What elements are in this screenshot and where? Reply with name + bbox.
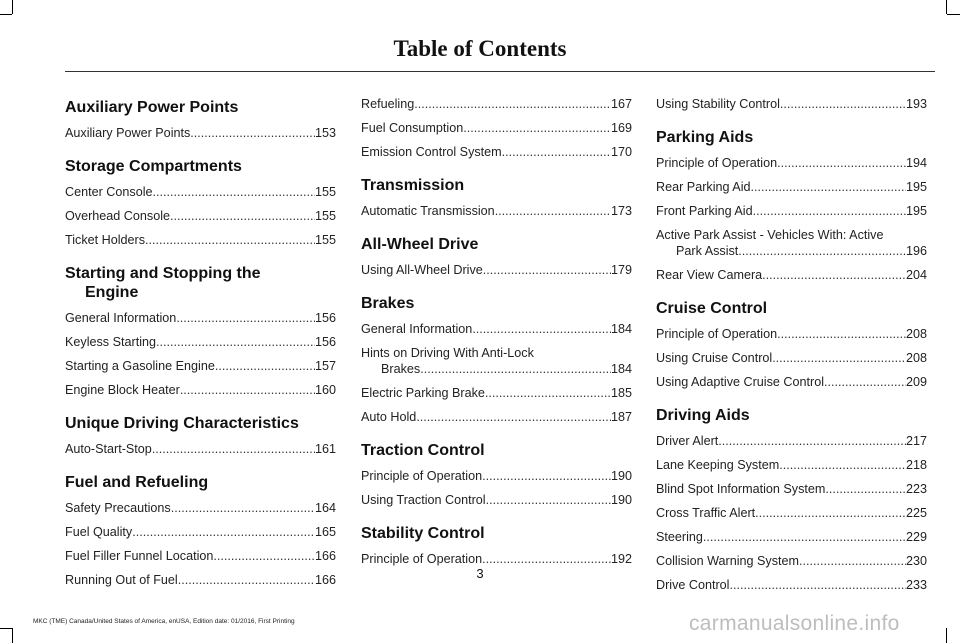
page-number: 3 <box>476 566 484 581</box>
entry-page: 173 <box>610 204 632 218</box>
entry-page: 185 <box>610 386 632 400</box>
entry-page: 208 <box>905 351 927 365</box>
entry-title-continuation: Park Assist <box>676 244 739 258</box>
crop-mark <box>12 628 13 643</box>
toc-entry[interactable] <box>65 208 336 224</box>
toc-entry[interactable] <box>361 345 632 377</box>
toc-entry[interactable] <box>65 500 336 516</box>
dot-leader <box>416 409 611 425</box>
header-divider <box>65 71 935 72</box>
section-title: Auxiliary Power Points <box>65 99 239 116</box>
toc-entry[interactable] <box>361 120 632 136</box>
entry-title: Using Cruise Control <box>656 351 773 365</box>
entry-page: 169 <box>610 121 632 135</box>
toc-entry[interactable] <box>361 409 632 425</box>
crop-mark <box>0 14 12 15</box>
entry-title: Auto-Start-Stop <box>65 442 152 456</box>
entry-page: 217 <box>905 434 927 448</box>
toc-entry[interactable] <box>361 492 632 508</box>
toc-entry[interactable] <box>656 481 927 497</box>
entry-page: 167 <box>610 97 632 111</box>
dot-leader <box>486 492 611 508</box>
entry-page: 165 <box>314 525 336 539</box>
entry-page: 208 <box>905 327 927 341</box>
dot-leader <box>132 524 315 540</box>
toc-entry[interactable] <box>361 385 632 401</box>
entry-title: Auto Hold <box>361 410 417 424</box>
dot-leader <box>472 321 611 337</box>
section-title: Transmission <box>361 177 465 194</box>
dot-leader <box>482 551 611 567</box>
entry-page: 194 <box>905 156 927 170</box>
toc-entry[interactable] <box>65 524 336 540</box>
dot-leader <box>483 262 611 278</box>
toc-entry[interactable] <box>65 125 336 141</box>
dot-leader <box>738 243 906 259</box>
dot-leader <box>495 203 611 219</box>
entry-title: Lane Keeping System <box>656 458 780 472</box>
dot-leader <box>482 468 611 484</box>
entry-title: Collision Warning System <box>656 554 800 568</box>
entry-page: 166 <box>314 573 336 587</box>
watermark: carmanualsonline.info <box>689 612 900 635</box>
toc-entry[interactable] <box>656 529 927 545</box>
entry-page: 155 <box>314 209 336 223</box>
entry-continuation-line <box>656 243 927 259</box>
entry-page: 225 <box>905 506 927 520</box>
toc-entry[interactable] <box>65 184 336 200</box>
section-title: Parking Aids <box>656 129 754 146</box>
dot-leader <box>825 481 906 497</box>
entry-page: 192 <box>610 552 632 566</box>
entry-page: 184 <box>610 362 632 376</box>
dot-leader <box>780 96 906 112</box>
entry-title: Starting a Gasoline Engine <box>65 359 215 373</box>
dot-leader <box>414 96 611 112</box>
entry-title: Fuel Filler Funnel Location <box>65 549 214 563</box>
entry-title: Electric Parking Brake <box>361 386 485 400</box>
toc-entry[interactable] <box>65 310 336 326</box>
entry-title: Rear Parking Aid <box>656 180 751 194</box>
entry-page: 230 <box>905 554 927 568</box>
entry-title: Auxiliary Power Points <box>65 126 191 140</box>
dot-leader <box>171 500 315 516</box>
entry-title: Overhead Console <box>65 209 171 223</box>
toc-entry[interactable] <box>361 96 632 112</box>
entry-title: Using Stability Control <box>656 97 780 111</box>
section-title: Storage Compartments <box>65 158 242 175</box>
dot-leader <box>463 120 611 136</box>
dot-leader <box>190 125 315 141</box>
section-title: Traction Control <box>361 442 485 459</box>
entry-page: 164 <box>314 501 336 515</box>
dot-leader <box>180 382 315 398</box>
entry-page: 196 <box>905 244 927 258</box>
entry-title: General Information <box>65 311 177 325</box>
entry-title: Engine Block Heater <box>65 383 180 397</box>
entry-title: General Information <box>361 322 473 336</box>
entry-page: 155 <box>314 233 336 247</box>
entry-title: Rear View Camera <box>656 268 763 282</box>
entry-title: Automatic Transmission <box>361 204 495 218</box>
dot-leader <box>153 184 315 200</box>
entry-page: 204 <box>905 268 927 282</box>
entry-title: Principle of Operation <box>361 552 483 566</box>
section-title: Unique Driving Characteristics <box>65 415 299 432</box>
entry-page: 184 <box>610 322 632 336</box>
entry-title: Driver Alert <box>656 434 719 448</box>
dot-leader <box>824 374 906 390</box>
dot-leader <box>420 361 611 377</box>
toc-entry[interactable] <box>656 227 927 259</box>
toc-entry[interactable] <box>361 468 632 484</box>
entry-continuation-line <box>361 361 632 377</box>
dot-leader <box>779 457 906 473</box>
entry-page: 209 <box>905 375 927 389</box>
crop-mark <box>947 14 960 15</box>
dot-leader <box>718 433 906 449</box>
entry-title: Using Adaptive Cruise Control <box>656 375 824 389</box>
dot-leader <box>215 358 315 374</box>
entry-page: 179 <box>610 263 632 277</box>
entry-page: 157 <box>314 359 336 373</box>
entry-page: 195 <box>905 204 927 218</box>
entry-page: 160 <box>314 383 336 397</box>
dot-leader <box>170 208 315 224</box>
toc-entry[interactable] <box>656 505 927 521</box>
entry-title: Hints on Driving With Anti-Lock <box>361 346 534 360</box>
entry-page: 170 <box>610 145 632 159</box>
toc-entry[interactable] <box>65 232 336 248</box>
entry-title-continuation: Brakes <box>381 362 421 376</box>
toc-entry[interactable] <box>656 350 927 366</box>
toc-entry[interactable] <box>656 267 927 283</box>
toc-entry[interactable] <box>656 179 927 195</box>
toc-entry[interactable] <box>65 334 336 350</box>
toc-entry[interactable] <box>656 326 927 342</box>
entry-page: 156 <box>314 335 336 349</box>
section-title: Brakes <box>361 295 415 312</box>
entry-title: Refueling <box>361 97 415 111</box>
dot-leader <box>777 326 906 342</box>
entry-title: Blind Spot Information System <box>656 482 826 496</box>
entry-title: Principle of Operation <box>656 327 778 341</box>
dot-leader <box>762 267 906 283</box>
entry-page: 187 <box>610 410 632 424</box>
entry-title: Cross Traffic Alert <box>656 506 756 520</box>
dot-leader <box>755 505 906 521</box>
entry-title: Using Traction Control <box>361 493 486 507</box>
entry-page: 193 <box>905 97 927 111</box>
entry-title: Principle of Operation <box>361 469 483 483</box>
entry-title: Steering <box>656 530 703 544</box>
toc-column-2 <box>361 90 632 575</box>
entry-page: 233 <box>905 578 927 592</box>
entry-title: Principle of Operation <box>656 156 778 170</box>
toc-entry[interactable] <box>65 358 336 374</box>
section-title <box>65 264 336 302</box>
entry-title: Active Park Assist - Vehicles With: Active <box>656 228 884 242</box>
entry-page: 161 <box>314 442 336 456</box>
dot-leader <box>152 441 315 457</box>
toc-entry[interactable] <box>65 382 336 398</box>
toc-entry[interactable] <box>361 203 632 219</box>
entry-title: Front Parking Aid <box>656 204 753 218</box>
dot-leader <box>176 310 315 326</box>
section-title: Cruise Control <box>656 300 768 317</box>
toc-entry[interactable] <box>361 144 632 160</box>
toc-entry[interactable] <box>656 457 927 473</box>
toc-column-1 <box>65 90 336 596</box>
footer-edition-text: MKC (TME) Canada/United States of America, enUSA, Edition date: 01/2016, First Printing <box>33 618 295 625</box>
toc-entry[interactable] <box>656 203 927 219</box>
toc-entry[interactable] <box>65 441 336 457</box>
entry-title: Drive Control <box>656 578 730 592</box>
entry-page: 190 <box>610 493 632 507</box>
toc-entry[interactable] <box>656 433 927 449</box>
entry-title: Using All-Wheel Drive <box>361 263 483 277</box>
entry-title: Ticket Holders <box>65 233 146 247</box>
dot-leader <box>772 350 906 366</box>
crop-mark <box>946 628 947 643</box>
entry-title: Emission Control System <box>361 145 502 159</box>
dot-leader <box>502 144 611 160</box>
dot-leader <box>156 334 315 350</box>
crop-mark <box>12 0 13 14</box>
entry-title: Running Out of Fuel <box>65 573 178 587</box>
section-title: Stability Control <box>361 525 485 542</box>
entry-title: Fuel Consumption <box>361 121 464 135</box>
entry-page: 195 <box>905 180 927 194</box>
dot-leader <box>753 203 906 219</box>
entry-title: Safety Precautions <box>65 501 171 515</box>
dot-leader <box>485 385 611 401</box>
toc-entry[interactable] <box>361 262 632 278</box>
entry-page: 229 <box>905 530 927 544</box>
section-title: All-Wheel Drive <box>361 236 479 253</box>
section-title: Fuel and Refueling <box>65 474 209 491</box>
entry-title: Center Console <box>65 185 153 199</box>
toc-entry[interactable] <box>361 321 632 337</box>
dot-leader <box>703 529 906 545</box>
entry-page: 190 <box>610 469 632 483</box>
toc-entry[interactable] <box>656 374 927 390</box>
toc-entry[interactable] <box>656 96 927 112</box>
entry-page: 156 <box>314 311 336 325</box>
toc-entry[interactable] <box>361 551 632 567</box>
crop-mark <box>946 0 947 14</box>
dot-leader <box>751 179 906 195</box>
entry-title: Keyless Starting <box>65 335 156 349</box>
entry-page: 155 <box>314 185 336 199</box>
entry-page: 218 <box>905 458 927 472</box>
dot-leader <box>213 548 315 564</box>
toc-entry[interactable] <box>65 548 336 564</box>
entry-page: 166 <box>314 549 336 563</box>
section-title: Driving Aids <box>656 407 750 424</box>
section-title-continuation: Engine <box>85 284 139 301</box>
dot-leader <box>777 155 906 171</box>
dot-leader <box>145 232 315 248</box>
toc-entry[interactable] <box>656 155 927 171</box>
entry-page: 223 <box>905 482 927 496</box>
page-title: Table of Contents <box>393 36 567 61</box>
crop-mark <box>0 628 12 629</box>
section-title-line: Starting and Stopping the <box>65 265 261 282</box>
entry-title: Fuel Quality <box>65 525 133 539</box>
entry-page: 153 <box>314 126 336 140</box>
toc-column-3 <box>656 90 927 601</box>
